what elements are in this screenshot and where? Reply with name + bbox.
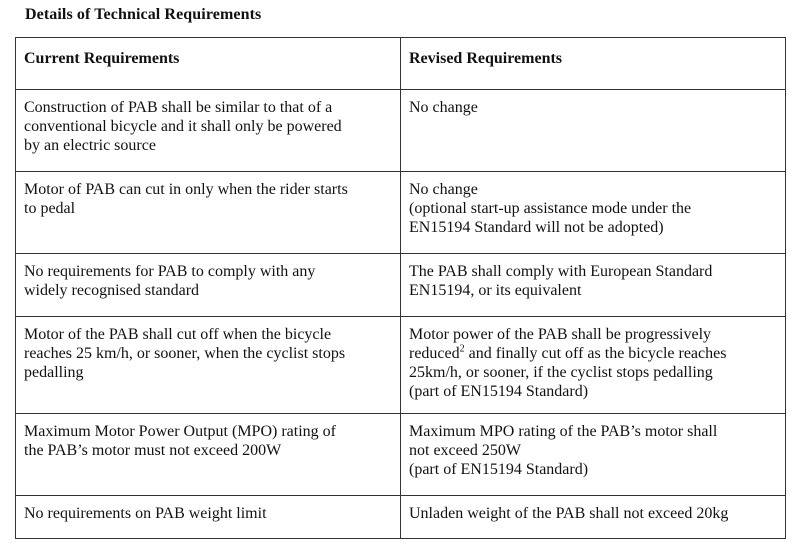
cell-text-line: Maximum Motor Power Output (MPO) rating of (24, 423, 336, 440)
document-title: Details of Technical Requirements (25, 6, 262, 23)
header-current-requirements: Current Requirements (16, 38, 401, 90)
cell-text-line: No requirements for PAB to comply with any (24, 263, 316, 280)
current-requirement-cell (16, 496, 401, 539)
cell-text-line: by an electric source (24, 137, 156, 154)
cell-text-line: (optional start-up assistance mode under the (409, 200, 692, 217)
table-row (16, 172, 786, 254)
cell-text-line: not exceed 250W (409, 442, 521, 459)
cell-text-line: to pedal (24, 200, 76, 217)
cell-text-line: pedalling (24, 364, 84, 381)
revised-requirement-cell (401, 317, 786, 414)
table-row (16, 317, 786, 414)
current-requirement-cell (16, 172, 401, 254)
cell-text-line: (part of EN15194 Standard) (409, 461, 589, 478)
cell-text-line: No requirements on PAB weight limit (24, 505, 267, 522)
cell-text-line: EN15194, or its equivalent (409, 282, 582, 299)
current-requirement-cell (16, 254, 401, 317)
cell-text-line: widely recognised standard (24, 282, 200, 299)
revised-requirement-cell (401, 90, 786, 172)
requirements-table (15, 37, 786, 539)
cell-text-line: (part of EN15194 Standard) (409, 383, 589, 400)
cell-text-line: Unladen weight of the PAB shall not exceed 20kg (409, 505, 729, 522)
cell-text-line: conventional bicycle and it shall only be powered (24, 118, 342, 135)
cell-text-line (409, 344, 777, 363)
cell-text-line: The PAB shall comply with European Standard (409, 263, 713, 280)
cell-text-fragment: reduced (409, 345, 460, 362)
cell-text-line: Motor of the PAB shall cut off when the bicycle (24, 326, 332, 343)
revised-requirement-cell (401, 172, 786, 254)
cell-text-line: No change (409, 181, 478, 198)
header-revised-requirements: Revised Requirements (401, 38, 786, 90)
table-row (16, 414, 786, 496)
footnote-marker: 2 (459, 343, 465, 355)
table-row (16, 254, 786, 317)
revised-requirement-cell (401, 414, 786, 496)
cell-text-fragment: and finally cut off as the bicycle reaches (464, 345, 727, 362)
table-row (16, 90, 786, 172)
revised-requirement-cell (401, 496, 786, 539)
table-row (16, 496, 786, 539)
cell-text-line: Motor of PAB can cut in only when the rider starts (24, 181, 348, 198)
cell-text-line: Motor power of the PAB shall be progressively (409, 326, 712, 343)
cell-text-line: No change (409, 99, 478, 116)
current-requirement-cell (16, 90, 401, 172)
cell-text-line: reaches 25 km/h, or sooner, when the cyclist stops (24, 345, 346, 362)
cell-text-line: the PAB’s motor must not exceed 200W (24, 442, 282, 459)
cell-text-line: Construction of PAB shall be similar to that of a (24, 99, 333, 116)
cell-text-line: Maximum MPO rating of the PAB’s motor shall (409, 423, 718, 440)
current-requirement-cell (16, 414, 401, 496)
current-requirement-cell (16, 317, 401, 414)
revised-requirement-cell (401, 254, 786, 317)
table-header-row (16, 38, 786, 90)
cell-text-line: 25km/h, or sooner, if the cyclist stops pedalling (409, 364, 713, 381)
cell-text-line: EN15194 Standard will not be adopted) (409, 219, 664, 236)
